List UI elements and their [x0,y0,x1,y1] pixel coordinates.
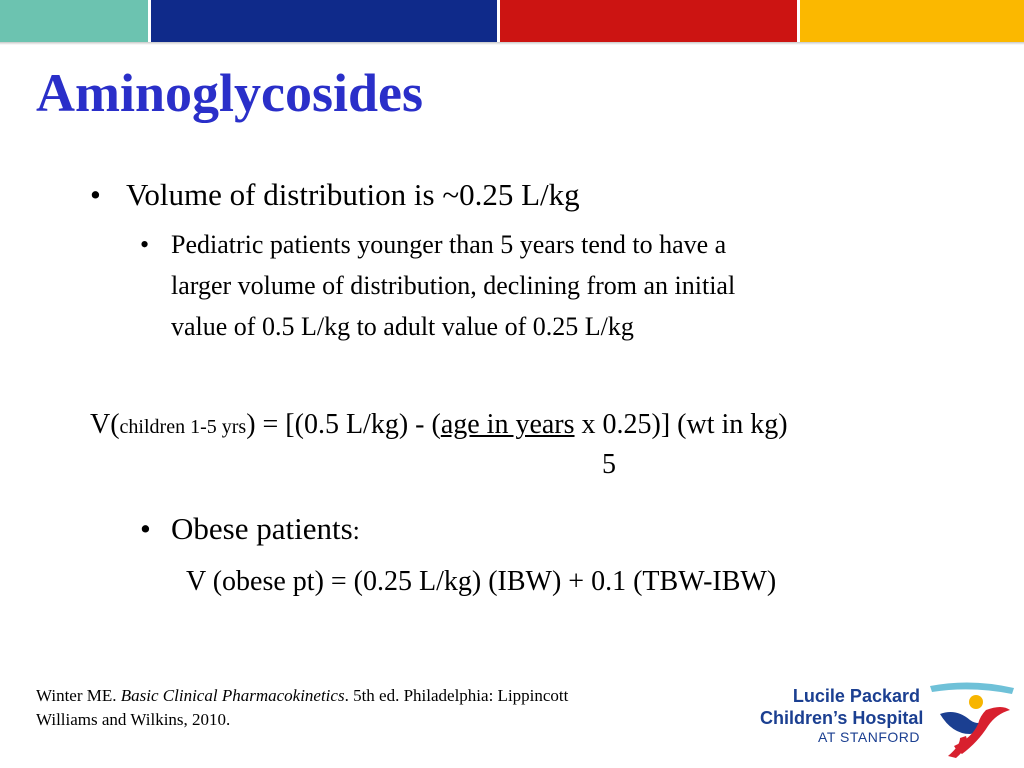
formula-underlined: age in years [440,409,575,440]
bullet-text [171,229,735,352]
formula-children [90,408,788,442]
formula-subscript: children 1-5 yrs [119,416,247,438]
formula-tail: x 0.25)] (wt in kg) [574,409,788,440]
bullet-dot: • [90,177,101,212]
bullet-text [171,510,360,549]
logo-line-2: Children’s Hospital [760,707,924,728]
logo-line-1: Lucile Packard [792,686,920,706]
band-red [500,0,797,42]
band-shadow [0,42,1024,45]
band-yellow [800,0,1024,42]
logo-head [969,695,983,709]
band-teal [0,0,148,42]
citation-line-1 [36,684,568,708]
formula-mid: ) = [(0.5 L/kg) - ( [246,409,441,440]
bullet-dot: • [140,511,151,546]
citation-author: Winter ME. [36,686,121,705]
formula-lead: V( [90,409,120,440]
citation-rest: . 5th ed. Philadelphia: Lippincott [344,686,569,705]
child-figure-icon [926,680,1016,760]
hospital-logo-text [760,686,924,746]
formula-obese: V (obese pt) = (0.25 L/kg) (IBW) + 0.1 (TBW-IBW) [186,566,777,597]
band-navy [151,0,497,42]
logo-leg-red [948,736,967,758]
bullet-text: Volume of distribution is ~0.25 L/kg [126,177,580,212]
citation-book-title: Basic Clinical Pharmacokinetics [120,686,345,705]
citation-line-2: Williams and Wilkins, 2010. [36,709,231,729]
formula-denominator: 5 [602,449,616,480]
bullet-main: Obese patients [171,511,353,546]
citation [36,684,568,732]
bullet-line: value of 0.5 L/kg to adult value of 0.25 L/kg [171,312,634,341]
bullet-line: larger volume of distribution, declining from an initial [171,271,736,300]
bullet-colon: : [352,516,360,545]
bullet-dot: • [140,230,150,259]
slide-title: Aminoglycosides [36,63,424,123]
logo-cyan-arc [930,682,1014,694]
bullet-line: Pediatric patients younger than 5 years tend to have a [171,230,727,259]
logo-line-3: AT STANFORD [818,729,920,746]
